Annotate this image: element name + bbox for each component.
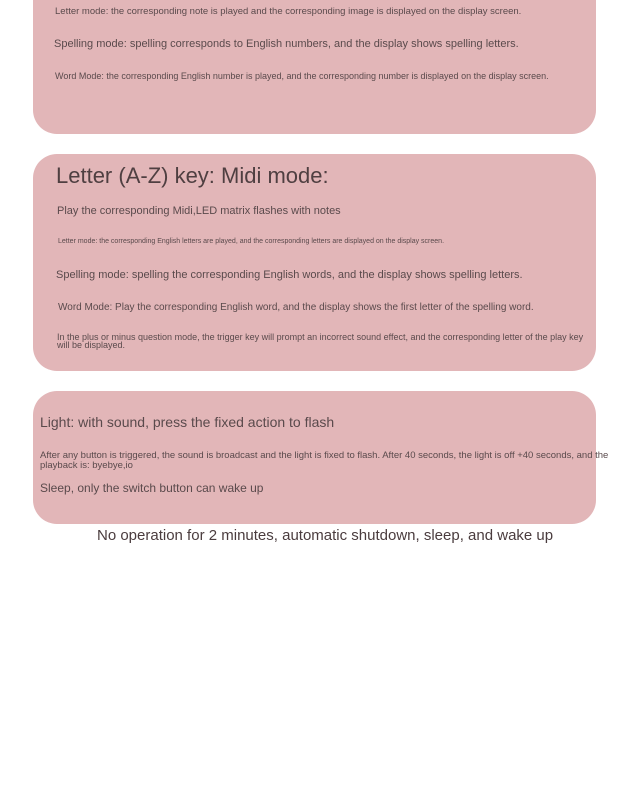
letter-key-midi-mode-text: Play the corresponding Midi,LED matrix flashes with notes: [57, 205, 341, 217]
number-key-spelling-mode-text: Spelling mode: spelling corresponds to English numbers, and the display shows spelling letters.: [54, 38, 519, 50]
letter-key-question-mode-text: In the plus or minus question mode, the trigger key will prompt an incorrect sound effect, and the corresponding letter of the play key will be displayed.: [57, 332, 584, 350]
light-behavior-text: Light: with sound, press the fixed action to flash: [40, 414, 335, 430]
letter-key-word-mode-text: Word Mode: Play the corresponding English word, and the display shows the first letter of the spelling word.: [58, 302, 534, 313]
mode-info-card-numbers: [33, 0, 596, 134]
letter-key-heading: Letter (A-Z) key: Midi mode:: [56, 163, 329, 188]
letter-key-letter-mode-text: Letter mode: the corresponding English letters are played, and the corresponding letters are displayed on the display screen.: [58, 238, 445, 245]
auto-shutdown-note: No operation for 2 minutes, automatic shutdown, sleep, and wake up: [97, 527, 554, 544]
letter-key-spelling-mode-text: Spelling mode: spelling the corresponding English words, and the display shows spelling letters.: [56, 269, 523, 281]
after-trigger-text: After any button is triggered, the sound is broadcast and the light is fixed to flash. After 40 seconds, the light is off +40 seconds, and the playback is: byebye,io: [40, 450, 609, 471]
number-key-word-mode-text: Word Mode: the corresponding English number is played, and the corresponding number is displayed on the display screen.: [55, 71, 549, 81]
number-key-letter-mode-text: Letter mode: the corresponding note is played and the corresponding image is displayed on the display screen.: [55, 6, 522, 17]
sleep-wake-text: Sleep, only the switch button can wake up: [40, 481, 264, 495]
